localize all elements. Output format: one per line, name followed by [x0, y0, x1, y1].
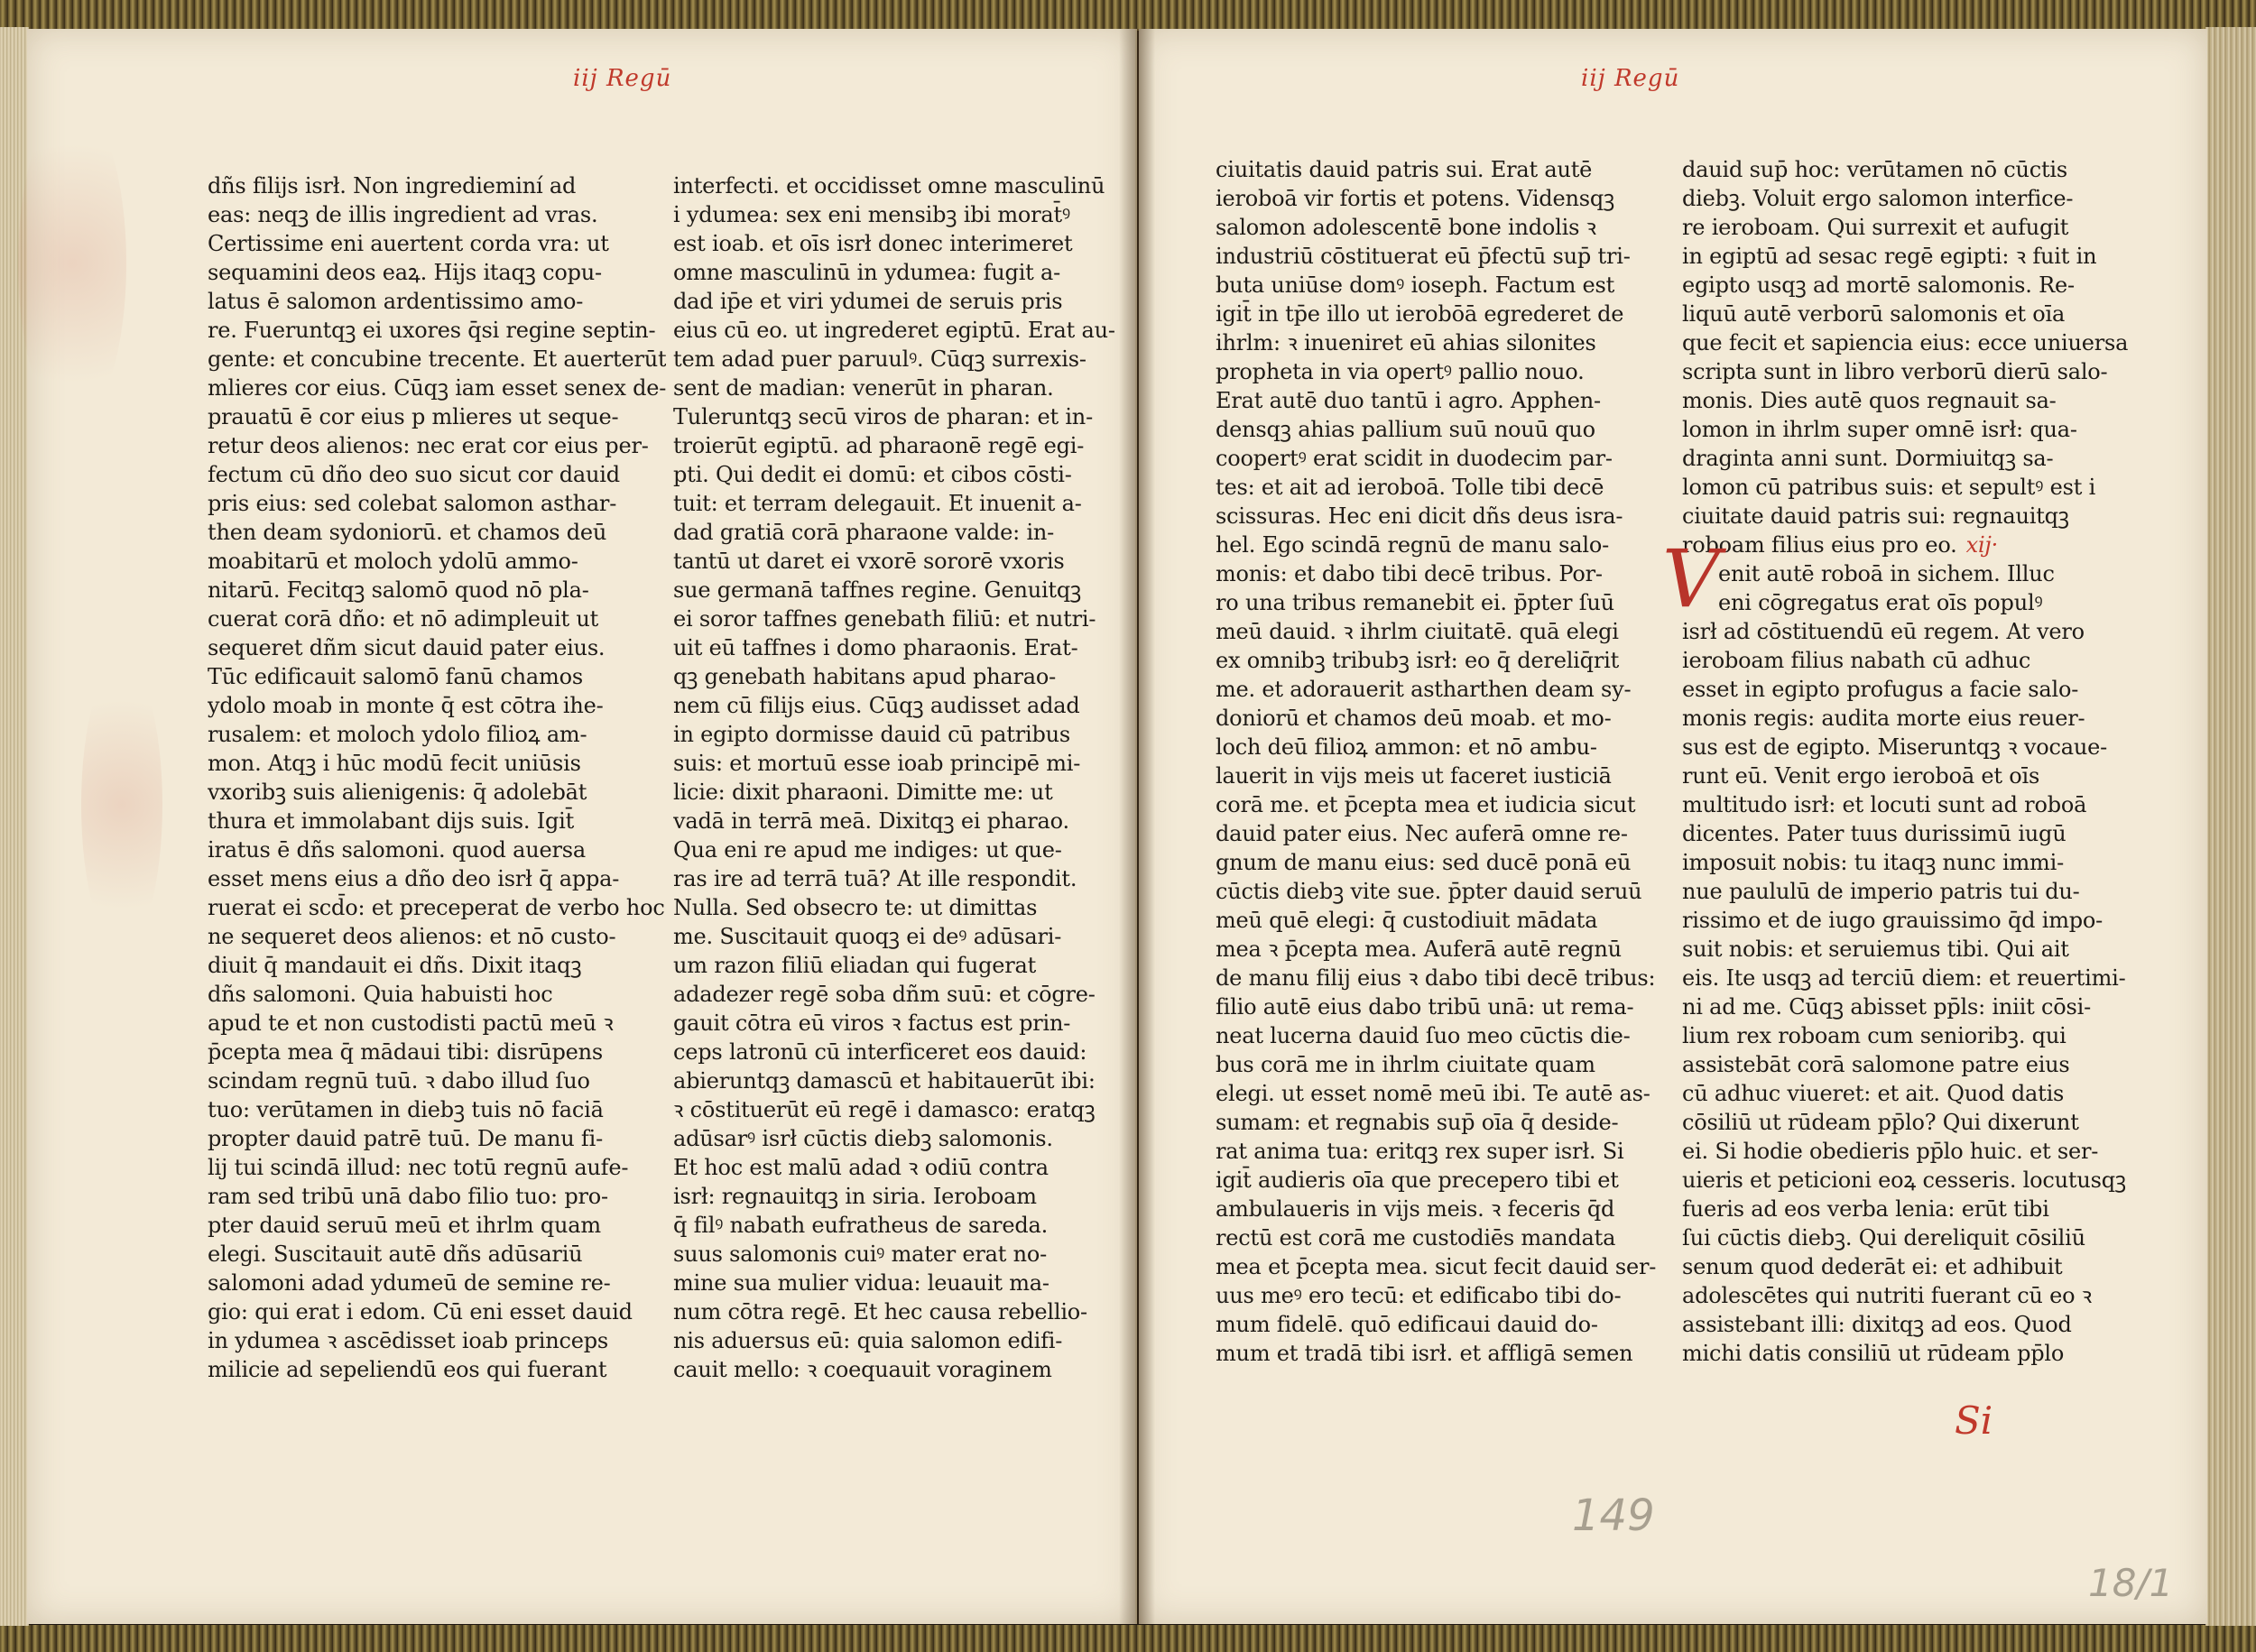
text-line: me. Suscitauit quoqꝫ ei deꝰ adūsari- — [673, 924, 1062, 949]
text-line: Erat autē duo tantū i agro. Apphen- — [1216, 388, 1601, 413]
text-line: est ioab. et oīs isrł donec interimeret — [673, 231, 1073, 256]
top-border — [0, 0, 2256, 31]
text-line: ciuitatis dauid patris sui. Erat autē — [1216, 157, 1593, 182]
text-line: in egiptū ad sesac regē egipti: ꝛ fuit in — [1682, 244, 2097, 269]
text-line: nitarū. Fecitqꝫ salomō quod nō pla- — [208, 577, 589, 603]
text-line: eas: neqꝫ de illis ingredient ad vras. — [208, 202, 598, 227]
text-line: sue germanā taffnes regine. Genuitqꝫ — [673, 577, 1082, 603]
text-line: vxoribꝫ suis alienigenis: q̄ adolebāt — [208, 780, 587, 805]
text-line: rat anima tua: eritqꝫ rex super isrł. Si — [1216, 1139, 1624, 1164]
text-line: michi datis consiliū ut rūdeam pp̄lo — [1682, 1341, 2065, 1366]
text-line: dauid sup̄ hoc: verūtamen nō cūctis — [1682, 157, 2068, 182]
page-stain — [18, 101, 126, 426]
text-line: lauerit in vijs meis ut faceret iusticiā — [1216, 763, 1612, 789]
text-line: cōsiliū ut rūdeam pp̄lo? Qui dixerunt — [1682, 1110, 2079, 1135]
running-head-right: iij Regū — [1581, 65, 1680, 92]
text-line: uieris et peticioni eoꝝ cesseris. locutusqꝫ — [1682, 1167, 2126, 1193]
text-line: interfecti. et occidisset omne masculinū — [673, 173, 1105, 198]
text-line: gnum de manu eius: sed ducē ponā eū — [1216, 850, 1632, 875]
text-line: mum et tradā tibi isrł. et affligā semen — [1216, 1341, 1633, 1366]
text-line: mea et p̄cepta mea. sicut fecit dauid ser- — [1216, 1254, 1657, 1279]
text-line: latus ē salomon ardentissimo amo- — [208, 289, 584, 314]
text-line: rissimo et de iugo grauissimo q̄d impo- — [1682, 908, 2103, 933]
text-line: ieroboam filius nabath cū adhuc — [1682, 648, 2031, 673]
pencil-page-number: 149 — [1572, 1490, 1655, 1541]
text-line: ro una tribus remanebit ei. p̄pter ſuū — [1216, 590, 1614, 615]
text-line: suis: et mortuū esse ioab principē mi- — [673, 751, 1081, 776]
text-line: pti. Qui dedit ei domū: et cibos cōsti- — [673, 462, 1072, 487]
running-head-left: iij Regū — [573, 65, 672, 92]
text-line: moabitarū et moloch ydolū ammo- — [208, 549, 578, 574]
text-line: Nulla. Sed obsecro te: ut dimittas — [673, 895, 1038, 920]
text-line: enit autē roboā in sichem. Illuc — [1718, 561, 2055, 586]
left-page — [27, 29, 1137, 1624]
text-line: scripta sunt in libro verborū dierū salo- — [1682, 359, 2108, 384]
text-line: draginta anni sunt. Dormiuitqꝫ sa- — [1682, 446, 2054, 471]
text-line: roboam filius eius pro eo. xij· — [1682, 532, 1999, 558]
text-line: ambulaueris in vijs meis. ꝛ feceris q̄d — [1216, 1196, 1615, 1222]
text-line: scindam regnū tuū. ꝛ dabo illud ſuo — [208, 1068, 590, 1094]
text-line: propter dauid patrē tuū. De manu fi- — [208, 1126, 603, 1151]
text-line: mlieres cor eius. Cūqꝫ iam esset senex de- — [208, 375, 667, 401]
text-line: i ydumea: sex eni mensibꝫ ibi morat̄ꝰ — [673, 202, 1070, 227]
text-line: meū dauid. ꝛ ihrlm ciuitatē. quā elegi — [1216, 619, 1619, 644]
text-line: Qua eni re apud me indiges: ut que- — [673, 837, 1062, 863]
text-line: egipto usqꝫ ad mortē salomonis. Re- — [1682, 272, 2075, 298]
text-line: salomon adolescentē bone indolis ꝛ — [1216, 215, 1596, 240]
text-line: sent de madian: venerūt in pharan. — [673, 375, 1054, 401]
text-line: retur deos alienos: nec erat cor eius per- — [208, 433, 649, 458]
text-line: filio autē eius dabo tribū unā: ut rema- — [1216, 994, 1634, 1020]
text-line: nem cū filijs eius. Cūqꝫ audisset adad — [673, 693, 1080, 718]
chapter-number: xij· — [1965, 532, 1999, 558]
text-line: isrł: regnauitqꝫ in siria. Ieroboam — [673, 1184, 1037, 1209]
text-line: igit̄ in tp̄e illo ut ierobōā egrederet de — [1216, 301, 1624, 327]
text-line: elegi. ut esset nomē meū ibi. Te autē as- — [1216, 1081, 1650, 1106]
text-line: eis. Ite usqꝫ ad terciū diem: et reuertimi- — [1682, 965, 2126, 991]
text-line: monis: et dabo tibi decē tribus. Por- — [1216, 561, 1603, 586]
right-column-2 — [1682, 155, 2128, 1368]
text-line: mum fidelē. quō edificaui dauid do- — [1216, 1312, 1598, 1337]
text-line: re ieroboam. Qui surrexit et aufugit — [1682, 215, 2069, 240]
text-line: troierūt egiptū. ad pharaonē regē egi- — [673, 433, 1085, 458]
text-line: multitudo isrł: et locuti sunt ad roboā — [1682, 792, 2087, 817]
text-line: omne masculinū in ydumea: fugit a- — [673, 260, 1061, 285]
text-line: lium rex roboam cum senioribꝫ. qui — [1682, 1023, 2066, 1048]
text-line: ex omnibꝫ tribubꝫ isrł: eo q̄ dereliq̄rit — [1216, 648, 1620, 673]
text-line: in egipto dormisse dauid cū patribus — [673, 722, 1070, 747]
text-line: sequamini deos eaꝝ. Hijs itaqꝫ copu- — [208, 260, 602, 285]
text-line: scissuras. Hec eni dicit dñs deus isra- — [1216, 503, 1623, 529]
text-line: adolescētes qui nutriti fuerant cū eo ꝛ — [1682, 1283, 2092, 1308]
text-line: q̄ filꝰ nabath eufratheus de sareda. — [673, 1213, 1049, 1238]
text-line: then deam sydoniorū. et chamos deū — [208, 520, 607, 545]
text-line: Tūc edificauit salomō fanū chamos — [208, 664, 583, 689]
text-line: fectum cū dño deo suo sicut cor dauid — [208, 462, 620, 487]
text-line: ras ire ad terrā tuā? At ille respondit. — [673, 866, 1077, 891]
text-line: igit̄ audieris oīa que precepero tibi et — [1216, 1167, 1619, 1193]
text-line: cuerat corā dño: et nō adimpleuit ut — [208, 606, 599, 632]
text-line: cūctis diebꝫ vite sue. p̄pter dauid seruū — [1216, 879, 1642, 904]
text-line: densqꝫ ahias pallium suū nouū quo — [1216, 417, 1595, 442]
text-line: adūsarꝰ isrł cūctis diebꝫ salomonis. — [673, 1126, 1053, 1151]
page-stain — [81, 660, 162, 949]
text-line: cauit mello: ꝛ coequauit voraginem — [673, 1357, 1052, 1382]
text-line: loch deū filioꝝ ammon: et nō ambu- — [1216, 734, 1597, 760]
text-line: fueris ad eos verba lenia: erūt tibi — [1682, 1196, 2049, 1222]
text-line: gio: qui erat i edom. Cū eni esset dauid — [208, 1299, 633, 1324]
text-line: thura et immolabant dijs suis. Igit̄ — [208, 808, 575, 834]
left-column-2 — [673, 171, 1115, 1384]
text-line: um razon filiū eliadan qui fugerat — [673, 953, 1037, 978]
text-line: tes: et ait ad ieroboā. Tolle tibi decē — [1216, 475, 1604, 500]
text-line: cū adhuc viueret: et ait. Quod datis — [1682, 1081, 2065, 1106]
text-line: nue paululū de imperio patris tui du- — [1682, 879, 2080, 904]
text-line: uit eū taffnes i domo pharaonis. Erat- — [673, 635, 1078, 660]
text-line: tantū ut daret ei vxorē sororē vxoris — [673, 549, 1065, 574]
pencil-shelf-mark: 18/1 — [2088, 1561, 2174, 1605]
text-line: ne sequeret deos alienos: et nō custo- — [208, 924, 616, 949]
text-line: esset in egipto profugus a facie salo- — [1682, 677, 2079, 702]
text-line: sumam: et regnabis sup̄ oīa q̄ deside- — [1216, 1110, 1619, 1135]
catchword-mark: Si — [1955, 1398, 1993, 1443]
text-line: dñs salomoni. Quia habuisti hoc — [208, 982, 553, 1007]
text-line: monis. Dies autē quos regnauit sa- — [1682, 388, 2057, 413]
text-line: dicentes. Pater tuus durissimū iugū — [1682, 821, 2066, 846]
text-line: corā me. et p̄cepta mea et iudicia sicut — [1216, 792, 1636, 817]
text-line: lij tui scindā illud: nec totū regnū aufe- — [208, 1155, 629, 1180]
text-line: dad ip̄e et viri ydumei de seruis pris — [673, 289, 1063, 314]
text-line: ieroboā vir fortis et potens. Vidensqꝫ — [1216, 186, 1615, 211]
text-line: propheta in via opertꝰ pallio nouo. — [1216, 359, 1585, 384]
text-line: gauit cōtra eū viros ꝛ factus est prin- — [673, 1011, 1071, 1036]
text-line: elegi. Suscitauit autē dñs adūsariū — [208, 1241, 583, 1267]
text-line: senum quod dederāt ei: et adhibuit — [1682, 1254, 2063, 1279]
text-line: Et hoc est malū adad ꝛ odiū contra — [673, 1155, 1049, 1180]
text-line: assistebāt corā salomone patre eius — [1682, 1052, 2070, 1077]
text-line: qꝫ genebath habitans apud pharao- — [673, 664, 1057, 689]
text-line: tuit: et terram delegauit. Et inuenit a- — [673, 491, 1082, 516]
text-line: num cōtra regē. Et hec causa rebellio- — [673, 1299, 1087, 1324]
text-line: ram sed tribū unā dabo filio tuo: pro- — [208, 1184, 608, 1209]
text-line: in ydumea ꝛ ascēdisset ioab princeps — [208, 1328, 608, 1353]
text-line: diuit q̄ mandauit ei dñs. Dixit itaqꝫ — [208, 953, 582, 978]
text-line: milicie ad sepeliendū eos qui fuerant — [208, 1357, 607, 1382]
text-line: dauid pater eius. Nec auferā omne re- — [1216, 821, 1628, 846]
text-line: lomon in ihrlm super omnē isrł: qua- — [1682, 417, 2077, 442]
text-line: ruerat ei scd̄o: et preceperat de verbo hoc — [208, 895, 665, 920]
text-line: ni ad me. Cūqꝫ abisset pp̄ls: iniit cōsi- — [1682, 994, 2091, 1020]
text-line: neat lucerna dauid ſuo meo cūctis die- — [1216, 1023, 1631, 1048]
text-line: ei soror taffnes genebath filiū: et nutri- — [673, 606, 1096, 632]
text-line: ydolo moab in monte q̄ est cōtra ihe- — [208, 693, 604, 718]
text-line: salomoni adad ydumeū de semine re- — [208, 1270, 611, 1296]
text-line: abieruntqꝫ damascū et habitauerūt ibi: — [673, 1068, 1096, 1094]
text-line: apud te et non custodisti pactū meū ꝛ — [208, 1011, 614, 1036]
text-line: assistebant illi: dixitqꝫ ad eos. Quod — [1682, 1312, 2072, 1337]
bottom-border — [0, 1625, 2256, 1652]
text-line: suit nobis: et seruiemus tibi. Qui ait — [1682, 937, 2069, 962]
text-line: meū quē elegi: q̄ custodiuit mādata — [1216, 908, 1598, 933]
text-line: tem adad puer paruulꝰ. Cūqꝫ surrexis- — [673, 346, 1086, 372]
text-line: Certissime eni auertent corda vra: ut — [208, 231, 609, 256]
text-line: mea ꝛ p̄cepta mea. Auferā autē regnū — [1216, 937, 1622, 962]
text-line: licie: dixit pharaoni. Dimitte me: ut — [673, 780, 1053, 805]
text-line: nis aduersus eū: quia salomon edifi- — [673, 1328, 1063, 1353]
text-line: dñs filijs isrł. Non ingredieminí ad — [208, 173, 577, 198]
text-line: coopertꝰ erat scidit in duodecim par- — [1216, 446, 1613, 471]
text-line: industriū cōstituerat eū p̄fectū sup̄ tri- — [1216, 244, 1631, 269]
text-line: tuo: verūtamen in diebꝫ tuis nō faciā — [208, 1097, 604, 1122]
text-line: runt eū. Venit ergo ieroboā et oīs — [1682, 763, 2040, 789]
text-line: rusalem: et moloch ydolo filioꝝ am- — [208, 722, 587, 747]
text-line: dad gratiā corā pharaone valde: in- — [673, 520, 1055, 545]
text-line: gente: et concubine trecente. Et auerterūt — [208, 346, 667, 372]
text-line: adadezer regē soba dñm suū: et cōgre- — [673, 982, 1096, 1007]
text-line: uus meꝰ ero tecū: et edificabo tibi do- — [1216, 1283, 1622, 1308]
text-line: ſui cūctis diebꝫ. Qui dereliquit cōsiliū — [1682, 1225, 2085, 1251]
text-line: bus corā me in ihrlm ciuitate quam — [1216, 1052, 1595, 1077]
text-line: vadā in terrā meā. Dixitqꝫ ei pharao. — [673, 808, 1069, 834]
text-line: buta uniūse domꝰ ioseph. Factum est — [1216, 272, 1615, 298]
text-line: prauatū ē cor eius p mlieres ut seque- — [208, 404, 619, 429]
right-column-1 — [1216, 155, 1656, 1368]
text-line: pter dauid seruū meū et ihrlm quam — [208, 1213, 601, 1238]
right-fore-edge — [2205, 27, 2256, 1626]
left-column-1 — [208, 171, 666, 1384]
text-line: Tuleruntqꝫ secū viros de pharan: et in- — [673, 404, 1093, 429]
text-line: me. et adorauerit astharthen deam sy- — [1216, 677, 1632, 702]
text-line: sus est de egipto. Miseruntqꝫ ꝛ vocaue- — [1682, 734, 2108, 760]
text-line: ꝛ cōstituerūt eū regē i damasco: eratqꝫ — [673, 1097, 1096, 1122]
text-line: rectū est corā me custodiēs mandata — [1216, 1225, 1616, 1251]
text-line: eius cū eo. ut ingrederet egiptū. Erat au- — [673, 318, 1115, 343]
text-line: liquū autē verborū salomonis et oīa — [1682, 301, 2066, 327]
text-line: diebꝫ. Voluit ergo salomon interfice- — [1682, 186, 2074, 211]
text-line: que fecit et sapiencia eius: ecce uniuersa — [1682, 330, 2129, 355]
text-line: imposuit nobis: tu itaqꝫ nunc immi- — [1682, 850, 2064, 875]
text-line: pris eius: sed colebat salomon asthar- — [208, 491, 617, 516]
text-line: esset mens eius a dño deo isrł q̄ appa- — [208, 866, 620, 891]
text-line: de manu filij eius ꝛ dabo tibi decē tribus: — [1216, 965, 1656, 991]
text-line: ceps latronū cū interficeret eos dauid: — [673, 1039, 1087, 1065]
text-line: iratus ē dñs salomoni. quod auersa — [208, 837, 586, 863]
text-line: lomon cū patribus suis: et sepultꝰ est i — [1682, 475, 2096, 500]
text-line: ei. Si hodie obedieris pp̄lo huic. et ser- — [1682, 1139, 2099, 1164]
text-line: hel. Ego scindā regnū de manu salo- — [1216, 532, 1609, 558]
text-line: monis regis: audita morte eius reuer- — [1682, 706, 2085, 731]
text-line: mine sua mulier vidua: leuauit ma- — [673, 1270, 1049, 1296]
text-line: doniorū et chamos deū moab. et mo- — [1216, 706, 1612, 731]
right-page — [1139, 29, 2207, 1624]
text-line: ciuitate dauid patris sui: regnauitqꝫ — [1682, 503, 2069, 529]
decorated-initial: V — [1662, 532, 1720, 625]
text-line: p̄cepta mea q̄ mādaui tibi: disrūpens — [208, 1039, 604, 1065]
text-line: re. Fueruntqꝫ ei uxores q̄si regine septin- — [208, 318, 656, 343]
text-line: suus salomonis cuiꝰ mater erat no- — [673, 1241, 1048, 1267]
book-gutter — [1119, 29, 1155, 1624]
text-line: mon. Atqꝫ i hūc modū fecit uniūsis — [208, 751, 581, 776]
text-line: sequeret dñm sicut dauid pater eius. — [208, 635, 606, 660]
text-line: ihrlm: ꝛ inueniret eū ahias silonites — [1216, 330, 1596, 355]
text-line: eni cōgregatus erat oīs populꝰ — [1718, 590, 2043, 615]
text-line: isrł ad cōstituendū eū regem. At vero — [1682, 619, 2085, 644]
